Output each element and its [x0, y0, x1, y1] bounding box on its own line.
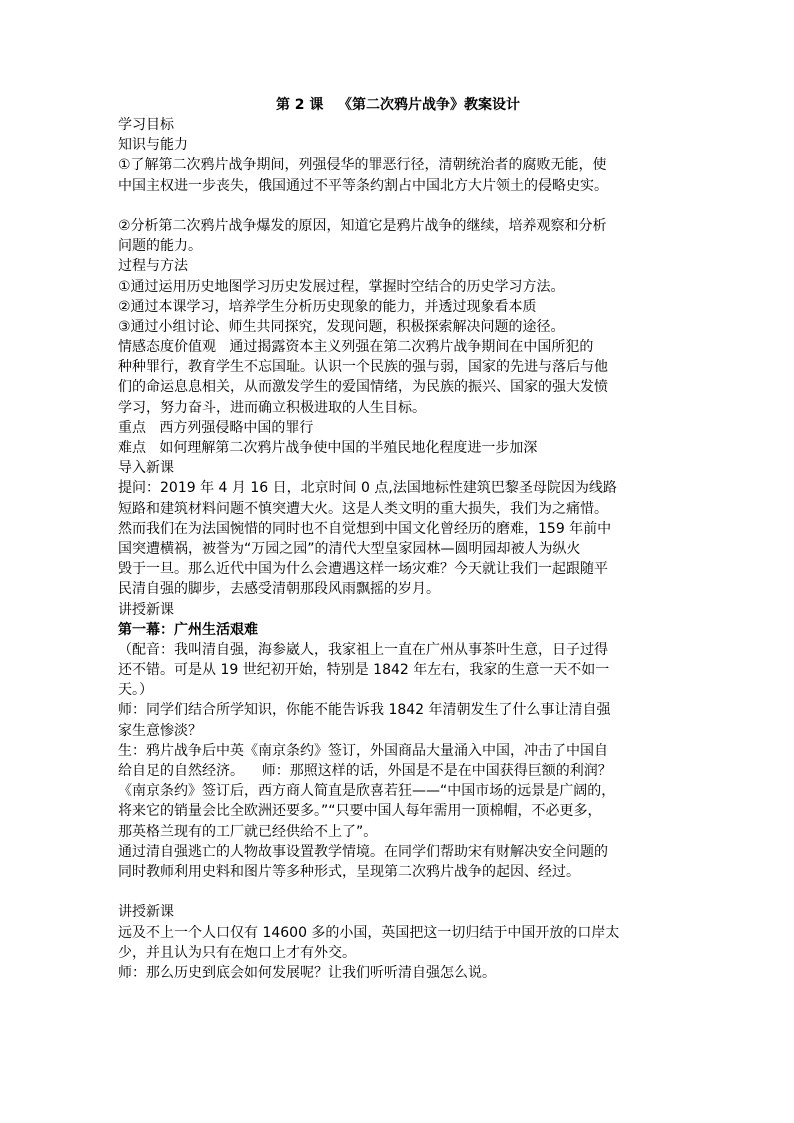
text-line: 《南京条约》签订后，西方商人简直是欣喜若狂——“中国市场的远景是广阔的，: [118, 783, 616, 800]
text-line: （配音：我叫清自强，海参崴人，我家祖上一直在广州从事茶叶生意，日子过得: [118, 641, 608, 658]
text-line: 讲授新课: [118, 601, 174, 618]
text-line: 情感态度价值观 通过揭露资本主义列强在第二次鸦片战争期间在中国所犯的: [118, 339, 594, 356]
text-line: 将来它的销量会比全欧洲还要多。”“只要中国人每年需用一顶棉帽，不必更多，: [118, 803, 602, 820]
text-line: 同时教师利用史料和图片等多种形式，呈现第二次鸦片战争的起因、经过。: [118, 863, 580, 880]
text-line: 种种罪行，教育学生不忘国耻。认识一个民族的强与弱，国家的先进与落后与他: [118, 359, 608, 376]
blank-line: [118, 882, 678, 902]
text-line: 问题的能力。: [118, 238, 202, 255]
text-line: 重点 西方列强侵略中国的罪行: [118, 419, 314, 436]
text-line: 给自足的自然经济。 师：那照这样的话，外国是不是在中国获得巨额的利润？: [118, 763, 612, 779]
text-line: 国突遭横祸，被誉为“万园之园”的清代大型皇家园林—圆明园却被人为纵火: [118, 540, 581, 557]
document-body: [118, 115, 678, 983]
text-line: 少，并且认为只有在炮口上才有外交。: [118, 944, 356, 961]
text-line: ①了解第二次鸦片战争期间，列强侵华的罪恶行径，清朝统治者的腐败无能，使: [118, 157, 607, 174]
text-line: 民清自强的脚步，去感受清朝那段风雨飘摇的岁月。: [118, 581, 440, 598]
text-line: 过程与方法: [118, 258, 188, 275]
text-line: 短路和建筑材料问题不慎突遭大火。这是人类文明的重大损失，我们为之痛惜。: [118, 500, 608, 517]
text-line: 难点 如何理解第二次鸦片战争使中国的半殖民地化程度进一步加深: [118, 440, 538, 456]
text-line: ②分析第二次鸦片战争爆发的原因，知道它是鸦片战争的继续，培养观察和分析: [118, 217, 607, 234]
text-line: 通过清自强逃亡的人物故事设置教学情境。在同学们帮助宋有财解决安全问题的: [118, 843, 608, 860]
text-line: 提问：2019 年 4 月 16 日，北京时间 0 点,法国地标性建筑巴黎圣母院因为线路: [118, 480, 617, 497]
text-line: 家生意惨淡？: [118, 722, 202, 739]
document-page: [118, 95, 678, 983]
text-line: 毁于一旦。那么近代中国为什么会遭遇这样一场灾难？今天就让我们一起跟随平: [118, 561, 608, 578]
text-line: 生：鸦片战争后中英《南京条约》签订，外国商品大量涌入中国，冲击了中国自: [118, 742, 608, 759]
text-line: 知识与能力: [118, 137, 188, 154]
text-line: 第一幕：广州生活艰难: [118, 621, 258, 638]
text-line: ③通过小组讨论、师生共同探究，发现问题，积极探索解决问题的途径。: [118, 318, 565, 335]
text-line: ①通过运用历史地图学习历史发展过程，掌握时空结合的历史学习方法。: [118, 278, 565, 295]
text-line: 那英格兰现有的工厂就已经供给不上了”。: [118, 823, 378, 840]
text-line: 们的命运息息相关，从而激发学生的爱国情绪，为民族的振兴、国家的强大发愤: [118, 379, 608, 396]
text-line: 师：那么历史到底会如何发展呢？让我们听听清自强怎么说。: [118, 964, 496, 981]
text-line: 远及不上一个人口仅有 14600 多的小国，英国把这一切归结于中国开放的口岸太: [118, 924, 620, 941]
text-line: 讲授新课: [118, 904, 174, 921]
blank-line: [118, 196, 678, 216]
document-title: 第 2 课 《第二次鸦片战争》教案设计: [275, 97, 521, 113]
text-line: 然而我们在为法国惋惜的同时也不自觉想到中国文化曾经历的磨难，159 年前中: [118, 520, 612, 537]
text-line: 中国主权进一步丧失，俄国通过不平等条约割占中国北方大片领土的侵略史实。: [118, 177, 608, 194]
text-line: ②通过本课学习，培养学生分析历史现象的能力，并透过现象看本质: [118, 298, 537, 315]
text-line: 导入新课: [118, 460, 174, 477]
text-line: 还不错。可是从 19 世纪初开始，特别是 1842 年左右，我家的生意一天不如一: [118, 662, 610, 679]
text-line: 学习目标: [118, 117, 174, 133]
text-line: 天。）: [118, 682, 153, 699]
text-line: 师：同学们结合所学知识，你能不能告诉我 1842 年清朝发生了什么事让清自强: [118, 702, 611, 719]
text-line: 学习，努力奋斗，进而确立积极进取的人生目标。: [118, 399, 426, 416]
